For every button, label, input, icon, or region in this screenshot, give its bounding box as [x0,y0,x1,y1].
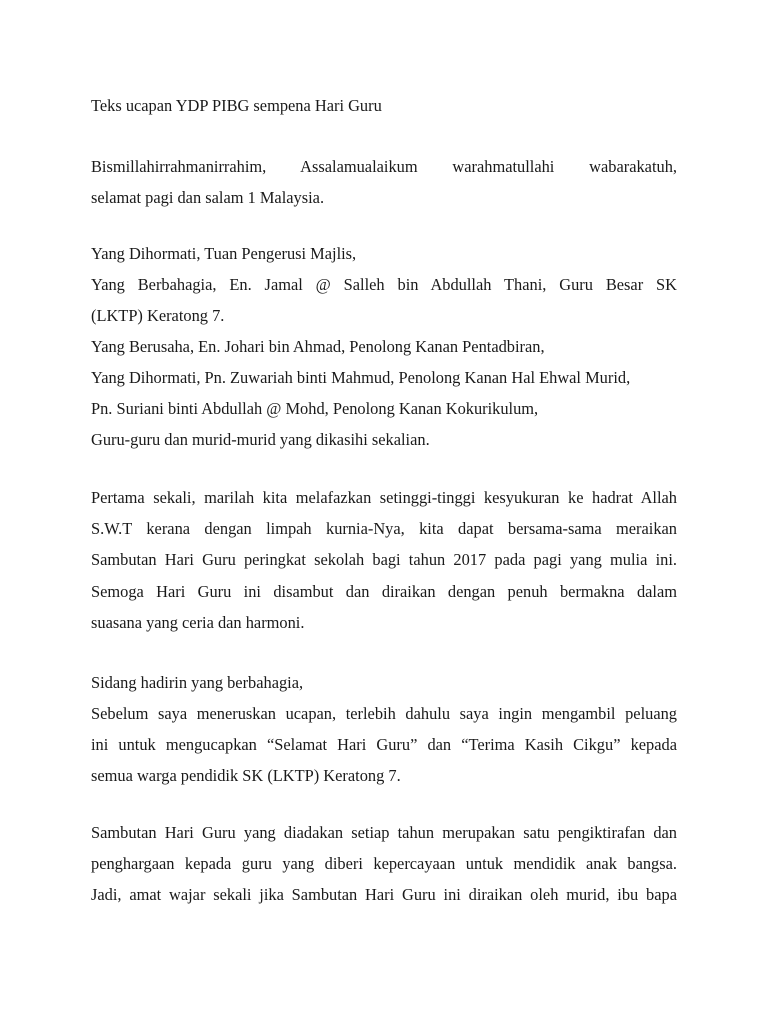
paragraph-line: Sambutan Hari Guru peringkat sekolah bagi tahun 2017 pada pagi yang mulia ini. [91,550,677,569]
paragraph-line: Jadi, amat wajar sekali jika Sambutan Hari Guru ini diraikan oleh murid, ibu bapa [91,885,677,904]
paragraph-line: penghargaan kepada guru yang diberi kepercayaan untuk mendidik anak bangsa. [91,854,677,873]
salutation-line: Yang Dihormati, Tuan Pengerusi Majlis, [91,244,357,263]
salutation-line: Pn. Suriani binti Abdullah @ Mohd, Penolong Kanan Kokurikulum, [91,399,539,418]
salutation-line: Guru-guru dan murid-murid yang dikasihi sekalian. [91,430,430,449]
salutation-line: (LKTP) Keratong 7. [91,306,225,325]
paragraph-line: Sidang hadirin yang berbahagia, [91,673,304,692]
paragraph-line: S.W.T kerana dengan limpah kurnia-Nya, kita dapat bersama-sama meraikan [91,519,677,538]
paragraph-line: Sebelum saya meneruskan ucapan, terlebih dahulu saya ingin mengambil peluang [91,704,677,723]
opening-line: selamat pagi dan salam 1 Malaysia. [91,188,325,207]
paragraph-line: Pertama sekali, marilah kita melafazkan setinggi-tinggi kesyukuran ke hadrat Allah [91,488,677,507]
paragraph-line: Semoga Hari Guru ini disambut dan diraikan dengan penuh bermakna dalam [91,582,677,601]
opening-line: Bismillahirrahmanirrahim, Assalamualaikum warahmatullahi wabarakatuh, [91,157,677,176]
paragraph-line: suasana yang ceria dan harmoni. [91,613,305,632]
paragraph-line: semua warga pendidik SK (LKTP) Keratong 7. [91,766,401,785]
paragraph-line: Sambutan Hari Guru yang diadakan setiap tahun merupakan satu pengiktirafan dan [91,823,677,842]
salutation-line: Yang Berbahagia, En. Jamal @ Salleh bin Abdullah Thani, Guru Besar SK [91,275,677,294]
paragraph-line: ini untuk mengucapkan “Selamat Hari Guru” dan “Terima Kasih Cikgu” kepada [91,735,677,754]
salutation-line: Yang Dihormati, Pn. Zuwariah binti Mahmud, Penolong Kanan Hal Ehwal Murid, [91,368,631,387]
document-title: Teks ucapan YDP PIBG sempena Hari Guru [91,96,382,115]
salutation-line: Yang Berusaha, En. Johari bin Ahmad, Penolong Kanan Pentadbiran, [91,337,545,356]
